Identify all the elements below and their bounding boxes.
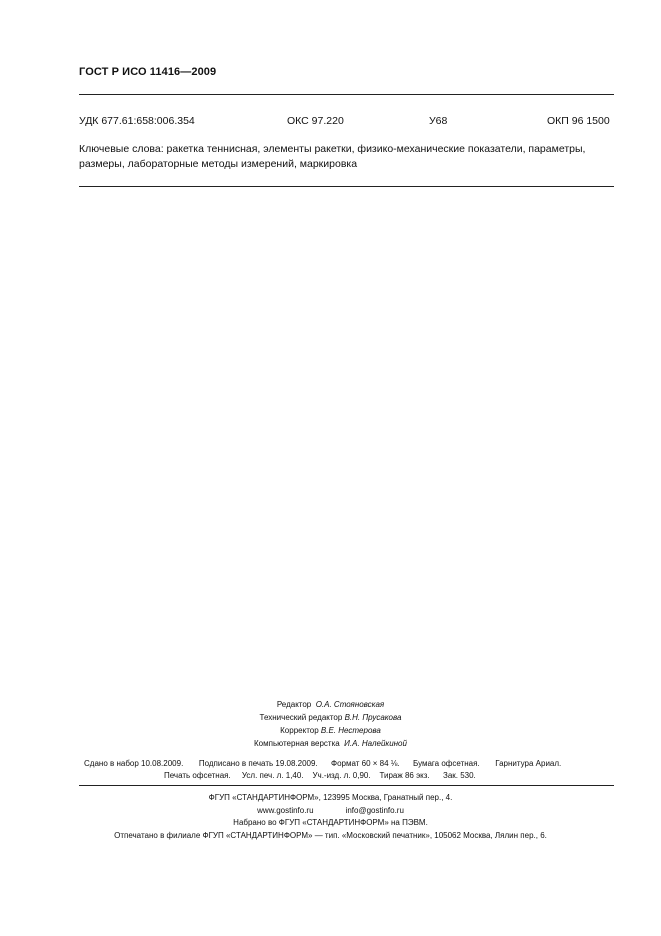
keywords-block <box>79 142 619 172</box>
website-link[interactable]: www.gostinfo.ru <box>257 805 314 815</box>
okp-code: ОКП 96 1500 <box>547 115 610 127</box>
footer-typeset: Набрано во ФГУП «СТАНДАРТИНФОРМ» на ПЭВМ. <box>233 818 428 827</box>
oks-code: ОКС 97.220 <box>287 115 344 127</box>
publication-rule <box>79 785 614 786</box>
footer-contacts <box>0 805 661 818</box>
footer-printed: Отпечатано в филиале ФГУП «СТАНДАРТИНФОРМ» — тип. «Московский печатник», 105062 Москва, Лялин пер., 6. <box>114 830 547 840</box>
publication-line: Сдано в набор 10.08.2009. Подписано в печать 19.08.2009. Формат 60 × 84 ⅛. Бумага офсетная. Гарнитура Ариал. <box>84 759 562 768</box>
keywords-line: Ключевые слова: ракетка теннисная, элементы ракетки, физико-механические показатели, параметры, <box>79 143 586 155</box>
header-rule <box>79 94 614 95</box>
footer-block <box>0 792 661 842</box>
email-link[interactable]: info@gostinfo.ru <box>345 805 404 815</box>
credit-line: Редактор О.А. Стояновская <box>276 700 385 709</box>
credits-block <box>0 698 661 750</box>
udk-code: УДК 677.61:658:006.354 <box>79 115 195 127</box>
keywords-rule <box>79 186 614 187</box>
document-title: ГОСТ Р ИСО 11416—2009 <box>79 66 217 78</box>
credit-line: Технический редактор В.Н. Прусакова <box>259 713 402 722</box>
category-code: У68 <box>429 115 448 127</box>
keywords-line: размеры, лабораторные методы измерений, маркировка <box>79 158 358 170</box>
publication-line: Печать офсетная. Усл. печ. л. 1,40. Уч.-изд. л. 0,90. Тираж 86 экз. Зак. 530. <box>164 771 476 780</box>
footer-address: ФГУП «СТАНДАРТИНФОРМ», 123995 Москва, Гранатный пер., 4. <box>208 793 453 802</box>
credit-line: Компьютерная верстка И.А. Налейкиной <box>254 739 407 748</box>
credit-line: Корректор В.Е. Нестерова <box>280 726 381 735</box>
